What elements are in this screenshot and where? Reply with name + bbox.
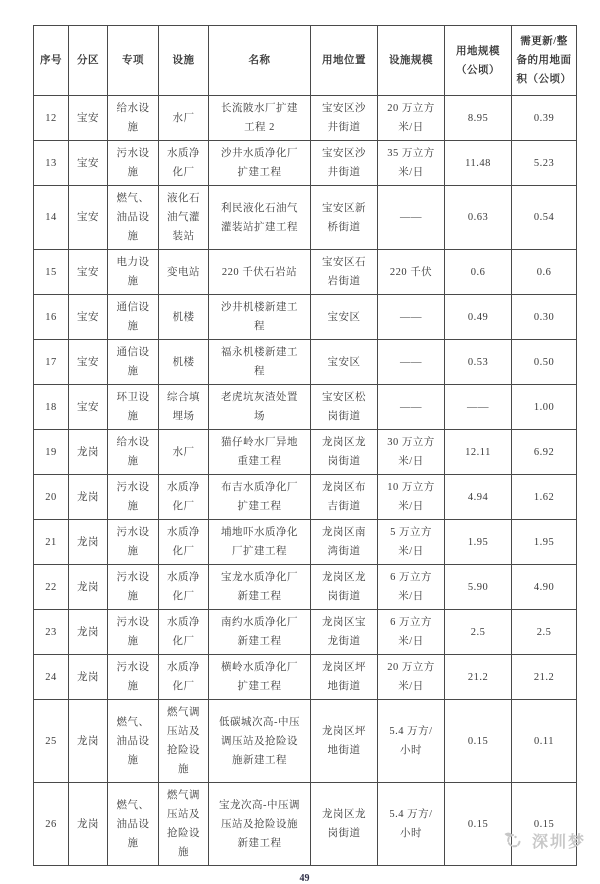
table-row [34,141,577,186]
table-cell: 0.6 [512,250,577,295]
table-cell: 0.15 [445,783,512,866]
table-cell: 环卫设施 [108,385,159,430]
table-cell: 1.95 [512,520,577,565]
table-cell: 龙岗 [69,655,108,700]
table-cell: 20 [34,475,69,520]
table-cell: 龙岗区南湾街道 [311,520,378,565]
table-row [34,565,577,610]
table-cell: 5.4 万方/小时 [378,783,445,866]
table-cell: 龙岗 [69,430,108,475]
table-row [34,385,577,430]
table-cell: 污水设施 [108,610,159,655]
table-cell: 6 万立方米/日 [378,610,445,655]
table-cell: —— [445,385,512,430]
table-cell: 宝安区 [311,295,378,340]
table-cell: 横岭水质净化厂扩建工程 [209,655,311,700]
table-cell: 0.15 [445,700,512,783]
table-cell: 20 万立方米/日 [378,96,445,141]
table-cell: 6 万立方米/日 [378,565,445,610]
table-cell: 宝安区松岗街道 [311,385,378,430]
column-header: 专项 [108,26,159,96]
table-cell: 龙岗 [69,565,108,610]
table-cell: 污水设施 [108,520,159,565]
table-cell: 给水设施 [108,430,159,475]
table-cell: 通信设施 [108,340,159,385]
table-cell: 220 千伏 [378,250,445,295]
table-cell: 宝龙次高-中压调压站及抢险设施新建工程 [209,783,311,866]
table-cell: 5.4 万方/小时 [378,700,445,783]
table-cell: 13 [34,141,69,186]
table-cell: 综合填埋场 [159,385,209,430]
table-cell: 宝龙水质净化厂新建工程 [209,565,311,610]
table-cell: 布吉水质净化厂扩建工程 [209,475,311,520]
table-cell: 35 万立方米/日 [378,141,445,186]
table-cell: 南约水质净化厂新建工程 [209,610,311,655]
table-row [34,475,577,520]
table-cell: 0.15 [512,783,577,866]
table-row [34,520,577,565]
table-cell: —— [378,385,445,430]
column-header: 用地位置 [311,26,378,96]
table-cell: 18 [34,385,69,430]
table-cell: 龙岗区布吉街道 [311,475,378,520]
table-cell: 5.90 [445,565,512,610]
table-cell: 猫仔岭水厂异地重建工程 [209,430,311,475]
table-cell: 水质净化厂 [159,610,209,655]
table-cell: 长流陂水厂扩建工程 2 [209,96,311,141]
table-cell: 0.30 [512,295,577,340]
table-cell: 4.94 [445,475,512,520]
page-number: 49 [299,873,310,884]
table-cell: 宝安 [69,385,108,430]
facilities-table [33,25,577,866]
table-cell: 龙岗 [69,783,108,866]
table-cell: 0.39 [512,96,577,141]
table-cell: 水厂 [159,430,209,475]
table-cell: 25 [34,700,69,783]
table-cell: 14 [34,186,69,250]
table-cell: —— [378,340,445,385]
table-cell: 福永机楼新建工程 [209,340,311,385]
column-header: 分区 [69,26,108,96]
table-cell: —— [378,186,445,250]
table-cell: 0.54 [512,186,577,250]
table-cell: 龙岗区宝龙街道 [311,610,378,655]
table-cell: 低碳城次高-中压调压站及抢险设施新建工程 [209,700,311,783]
table-cell: 0.63 [445,186,512,250]
table-cell: 26 [34,783,69,866]
table-cell: 电力设施 [108,250,159,295]
table-cell: 水质净化厂 [159,565,209,610]
column-header: 序号 [34,26,69,96]
table-row [34,340,577,385]
table-cell: 污水设施 [108,141,159,186]
table-cell: 0.6 [445,250,512,295]
watermark-text: 深圳梦 [531,834,586,851]
table-cell: 12.11 [445,430,512,475]
table-cell: 21.2 [445,655,512,700]
table-cell: 220 千伏石岩站 [209,250,311,295]
table-cell: 燃气、油品设施 [108,186,159,250]
table-cell: 宝安区 [311,340,378,385]
table-cell: 5.23 [512,141,577,186]
table-row [34,430,577,475]
table-cell: 机楼 [159,295,209,340]
table-row [34,186,577,250]
table-cell: 水质净化厂 [159,655,209,700]
table-cell: 宝安 [69,186,108,250]
table-cell: 0.50 [512,340,577,385]
table-cell: 沙井水质净化厂扩建工程 [209,141,311,186]
table-cell: 宝安 [69,295,108,340]
table-cell: 1.62 [512,475,577,520]
table-row [34,655,577,700]
table-cell: 龙岗 [69,475,108,520]
table-row [34,700,577,783]
table-cell: 8.95 [445,96,512,141]
column-header: 设施 [159,26,209,96]
table-cell: 4.90 [512,565,577,610]
table-cell: 通信设施 [108,295,159,340]
table-row [34,610,577,655]
table-cell: 1.00 [512,385,577,430]
table-cell: 龙岗 [69,520,108,565]
table-cell: 宝安 [69,96,108,141]
column-header: 用地规模（公顷） [445,26,512,96]
table-cell: 15 [34,250,69,295]
table-cell: 0.11 [512,700,577,783]
table-row [34,295,577,340]
column-header: 设施规模 [378,26,445,96]
table-cell: 19 [34,430,69,475]
table-cell: 1.95 [445,520,512,565]
table-cell: 埔地吓水质净化厂扩建工程 [209,520,311,565]
table-cell: 燃气、油品设施 [108,783,159,866]
table-cell: 宝安区新桥街道 [311,186,378,250]
table-row [34,96,577,141]
table-cell: 机楼 [159,340,209,385]
table-cell: 液化石油气灌装站 [159,186,209,250]
table-cell: 龙岗区坪地街道 [311,700,378,783]
table-cell: 0.49 [445,295,512,340]
table-cell: 利民液化石油气灌装站扩建工程 [209,186,311,250]
table-cell: 16 [34,295,69,340]
table-cell: 燃气调压站及抢险设施 [159,700,209,783]
table-cell: 21 [34,520,69,565]
table-cell: 沙井机楼新建工程 [209,295,311,340]
table-cell: 水质净化厂 [159,141,209,186]
table-cell: 污水设施 [108,475,159,520]
column-header: 名称 [209,26,311,96]
table-cell: 龙岗区龙岗街道 [311,565,378,610]
table-body [34,96,577,866]
table-cell: 龙岗 [69,700,108,783]
table-cell: 龙岗区龙岗街道 [311,783,378,866]
table-cell: 燃气调压站及抢险设施 [159,783,209,866]
table-cell: 宝安区沙井街道 [311,141,378,186]
table-cell: 宝安 [69,141,108,186]
table-cell: 6.92 [512,430,577,475]
table-row [34,783,577,866]
table-cell: 老虎坑灰渣处置场 [209,385,311,430]
table-cell: 30 万立方米/日 [378,430,445,475]
table-cell: 龙岗 [69,610,108,655]
table-cell: 水质净化厂 [159,520,209,565]
table-cell: 23 [34,610,69,655]
table-cell: 水厂 [159,96,209,141]
table-cell: 燃气、油品设施 [108,700,159,783]
table-cell: —— [378,295,445,340]
table-cell: 17 [34,340,69,385]
table-cell: 2.5 [445,610,512,655]
table-cell: 宝安 [69,340,108,385]
table-cell: 宝安区石岩街道 [311,250,378,295]
table-cell: 污水设施 [108,655,159,700]
table-cell: 11.48 [445,141,512,186]
table-cell: 2.5 [512,610,577,655]
table-cell: 10 万立方米/日 [378,475,445,520]
table-cell: 污水设施 [108,565,159,610]
table-cell: 24 [34,655,69,700]
table-cell: 龙岗区龙岗街道 [311,430,378,475]
table-row [34,250,577,295]
table-cell: 21.2 [512,655,577,700]
table-cell: 20 万立方米/日 [378,655,445,700]
watermark-logo-icon [503,830,527,852]
table-cell: 12 [34,96,69,141]
table-cell: 水质净化厂 [159,475,209,520]
table-cell: 0.53 [445,340,512,385]
table-cell: 龙岗区坪地街道 [311,655,378,700]
column-header: 需更新/整备的用地面积（公顷） [512,26,577,96]
watermark [503,829,586,852]
table-cell: 宝安区沙井街道 [311,96,378,141]
table-cell: 给水设施 [108,96,159,141]
header-row [34,26,577,96]
table-cell: 5 万立方米/日 [378,520,445,565]
table-cell: 22 [34,565,69,610]
table-cell: 宝安 [69,250,108,295]
table-cell: 变电站 [159,250,209,295]
